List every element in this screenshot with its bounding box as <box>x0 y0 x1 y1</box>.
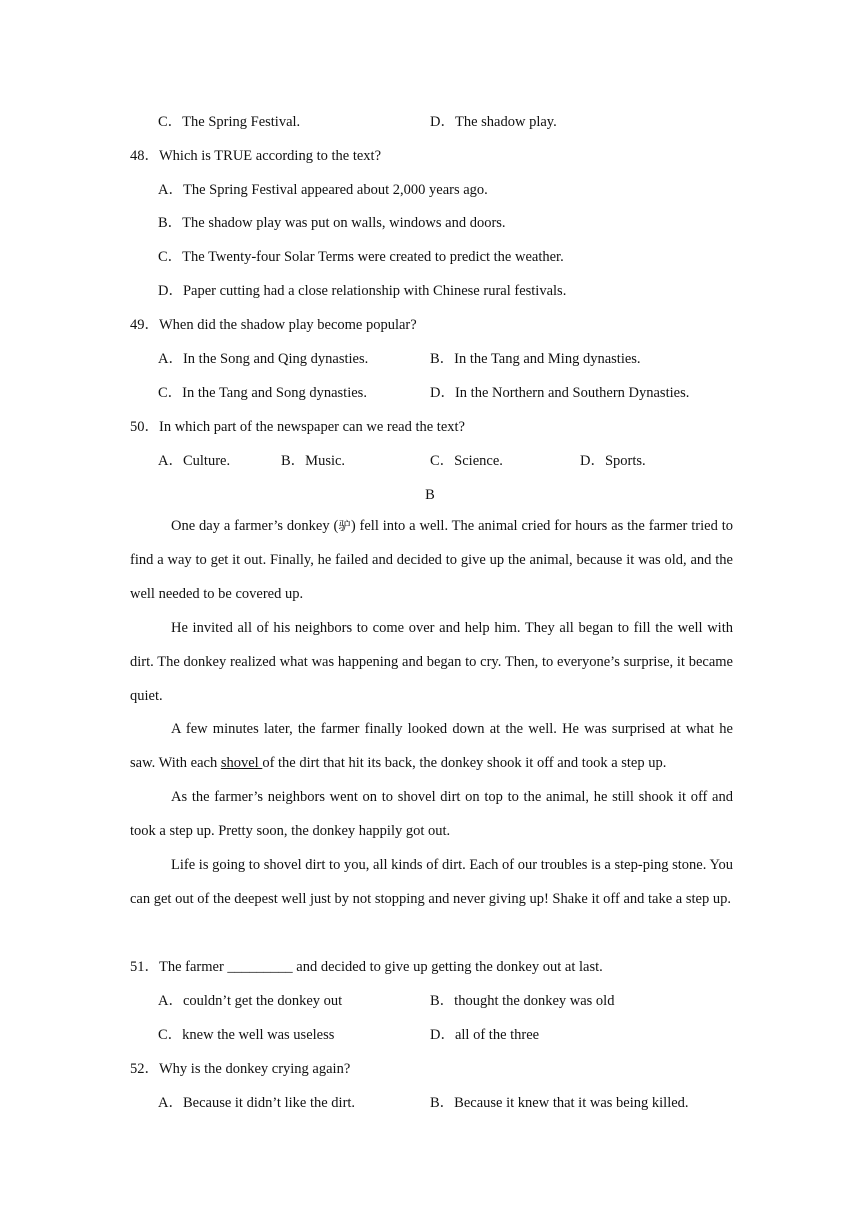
q48-option-c: C．The Twenty-four Solar Terms were created to predict the weather. <box>158 249 564 265</box>
q49-option-c: C．In the Tang and Song dynasties. <box>158 385 367 401</box>
passage-paragraph-4: As the farmer’s neighbors went on to shovel dirt on top to the animal, he still shook it off and took a step up. Pretty soon, the donkey happily got out. <box>130 789 733 840</box>
q48-option-a: A．The Spring Festival appeared about 2,000 years ago. <box>158 182 488 198</box>
passage-paragraph-2: He invited all of his neighbors to come over and help him. They all began to fill the well with dirt. The donkey realized what was happening and began to cry. Then, to everyone’s surprise, it became quiet. <box>130 619 733 704</box>
section-b-heading: B <box>425 487 435 503</box>
q47-option-d: D．The shadow play. <box>430 114 557 130</box>
q51-option-a: A．couldn’t get the donkey out <box>158 993 343 1009</box>
q51-option-c: C．knew the well was useless <box>158 1027 335 1043</box>
q50-option-d: D．Sports. <box>580 453 646 469</box>
passage-paragraph-3 <box>130 713 733 781</box>
underlined-word-shovel: shovel <box>220 755 263 772</box>
q52-option-a: A．Because it didn’t like the dirt. <box>158 1095 356 1111</box>
p3-text-a: A few minutes later, the farmer finally looked down at the well. He was surprised at what he saw. With each <box>130 721 733 772</box>
q51-option-b: B．thought the donkey was old <box>430 993 615 1009</box>
q50-option-c: C．Science. <box>430 453 503 469</box>
q48-option-d: D．Paper cutting had a close relationship with Chinese rural festivals. <box>158 283 567 299</box>
p1-text-b: ) fell into a well. The animal cried for hours as the farmer tried to find a way to get it out. Finally, he failed and decided to give up the animal, because it was old, and the well needed to be covered up. <box>130 518 733 602</box>
q50-option-a: A．Culture. <box>158 453 231 469</box>
q51-option-d: D．all of the three <box>430 1027 540 1043</box>
passage-paragraph-1 <box>130 510 733 612</box>
p3-text-b: of the dirt that hit its back, the donkey shook it off and took a step up. <box>262 755 667 772</box>
question-50-stem: 50．In which part of the newspaper can we read the text? <box>130 419 465 435</box>
q52-option-b: B．Because it knew that it was being killed. <box>430 1095 689 1111</box>
passage-paragraph-5: Life is going to shovel dirt to you, all kinds of dirt. Each of our troubles is a step-ping stone. You can get out of the deepest well just by not stopping and never giving up! Shake it off and take a step up. <box>130 857 733 907</box>
p1-text-a: One day a farmer’s donkey ( <box>171 518 339 534</box>
q48-option-b: B．The shadow play was put on walls, windows and doors. <box>158 215 506 231</box>
question-51-stem: 51．The farmer _________ and decided to give up getting the donkey out at last. <box>130 959 603 975</box>
q50-option-b: B．Music. <box>281 453 346 469</box>
q49-option-d: D．In the Northern and Southern Dynasties. <box>430 385 690 401</box>
q47-option-c: C．The Spring Festival. <box>158 114 301 130</box>
question-49-stem: 49．When did the shadow play become popular? <box>130 317 417 333</box>
q49-option-b: B．In the Tang and Ming dynasties. <box>430 351 641 367</box>
question-52-stem: 52．Why is the donkey crying again? <box>130 1061 351 1077</box>
question-48-stem: 48．Which is TRUE according to the text? <box>130 148 382 164</box>
q49-option-a: A．In the Song and Qing dynasties. <box>158 351 369 367</box>
passage-b <box>130 510 733 917</box>
donkey-chinese-gloss: 驴 <box>338 519 351 533</box>
